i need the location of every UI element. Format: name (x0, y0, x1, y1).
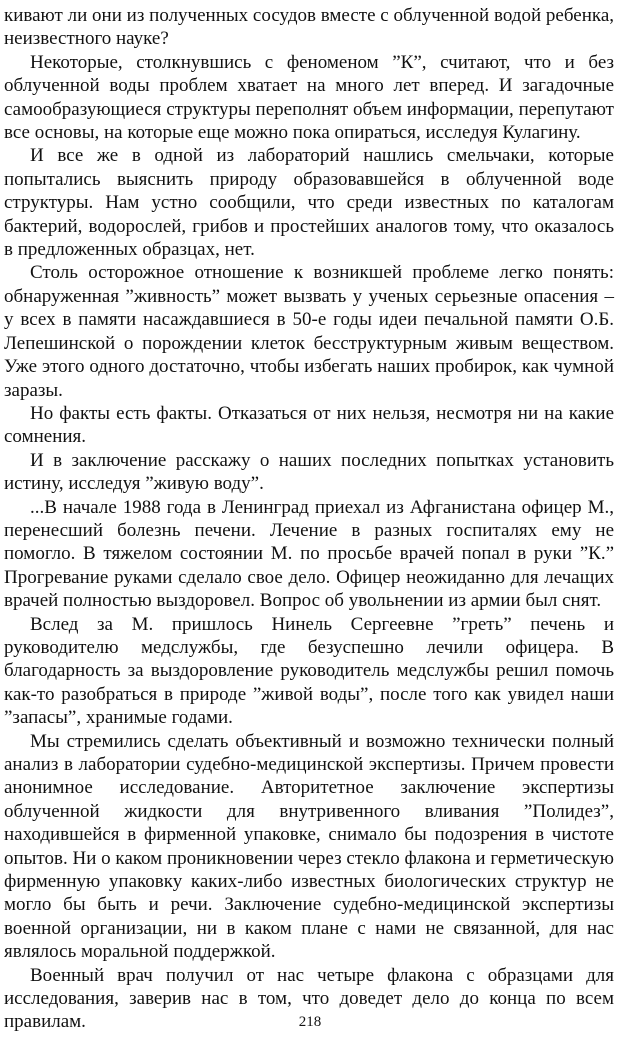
paragraph: Но факты есть факты. Отказаться от них нельзя, несмотря ни на какие сомнения. (4, 402, 614, 448)
page-number: 218 (298, 1014, 322, 1030)
paragraph: Военный врач получил от нас четыре флакона с образцами для исследования, заверив нас в том, что доведет дело до конца по всем правилам. (4, 964, 614, 1033)
paragraph: Столь осторожное отношение к возникшей проблеме легко понять: обнаруженная ”живность” может вызвать у ученых серьезные опасения – у всех в памяти насаждавшиеся в 50-е годы идеи печальной памяти О.Б. Лепешинской о порождении клеток бесструктурным живым веществом. Уже этого одного достаточно, чтобы избегать наших пробирок, как чумной заразы. (4, 262, 614, 401)
paragraph: Мы стремились сделать объективный и возможно технически полный анализ в лаборатории судебно-медицинской экспертизы. Причем провести анонимное исследование. Авторитетное заключение экспертизы облученной жидкости для внутривенного вливания ”Полидез”, находившейся в фирменной упаковке, снимало бы подозрения в чистоте опытов. Ни о каком проникновении через стекло флакона и герметическую фирменную упаковку каких-либо известных биологических структур не могло бы быть и речи. Заключение судебно-медицинской экспертизы военной организации, ни в каком плане с нами не связанной, для нас являлось моральной поддержкой. (4, 730, 614, 963)
paragraph: Некоторые, столкнувшись с феноменом ”К”, считают, что и без облученной воды проблем хватает на много лет вперед. И загадочные самообразующиеся структуры переполнят объем информации, перепутают все основы, на которые еще можно пока опираться, исследуя Кулагину. (4, 51, 614, 144)
paragraph: Вслед за М. пришлось Нинель Сергеевне ”греть” печень и руководителю медслужбы, где безуспешно лечили офицера. В благодарность за выздоровление руководитель медслужбы решил помочь как-то разобраться в природе ”живой воды”, после того как увидел наши ”запасы”, хранимые годами. (4, 613, 614, 729)
paragraph: И все же в одной из лабораторий нашлись смельчаки, которые попытались выяснить природу образовавшейся в облученной воде структуры. Нам устно сообщили, что среди известных по каталогам бактерий, водорослей, грибов и простейших аналогов тому, что оказалось в предложенных образцах, нет. (4, 145, 614, 261)
paragraph: ...В начале 1988 года в Ленинград приехал из Афганистана офицер М., перенесший болезнь печени. Лечение в разных госпиталях ему не помогло. В тяжелом состоянии М. по просьбе врачей попал в руки ”К.” Прогревание руками сделало свое дело. Офицер неожиданно для лечащих врачей полностью выздоровел. Вопрос об увольнении из армии был снят. (4, 496, 614, 612)
paragraph: кивают ли они из полученных сосудов вместе с облученной водой ребенка, неизвестного науке? (4, 5, 614, 50)
body-text (4, 4, 614, 1034)
paragraph: И в заключение расскажу о наших последних попытках установить истину, исследуя ”живую воду”. (4, 449, 614, 495)
